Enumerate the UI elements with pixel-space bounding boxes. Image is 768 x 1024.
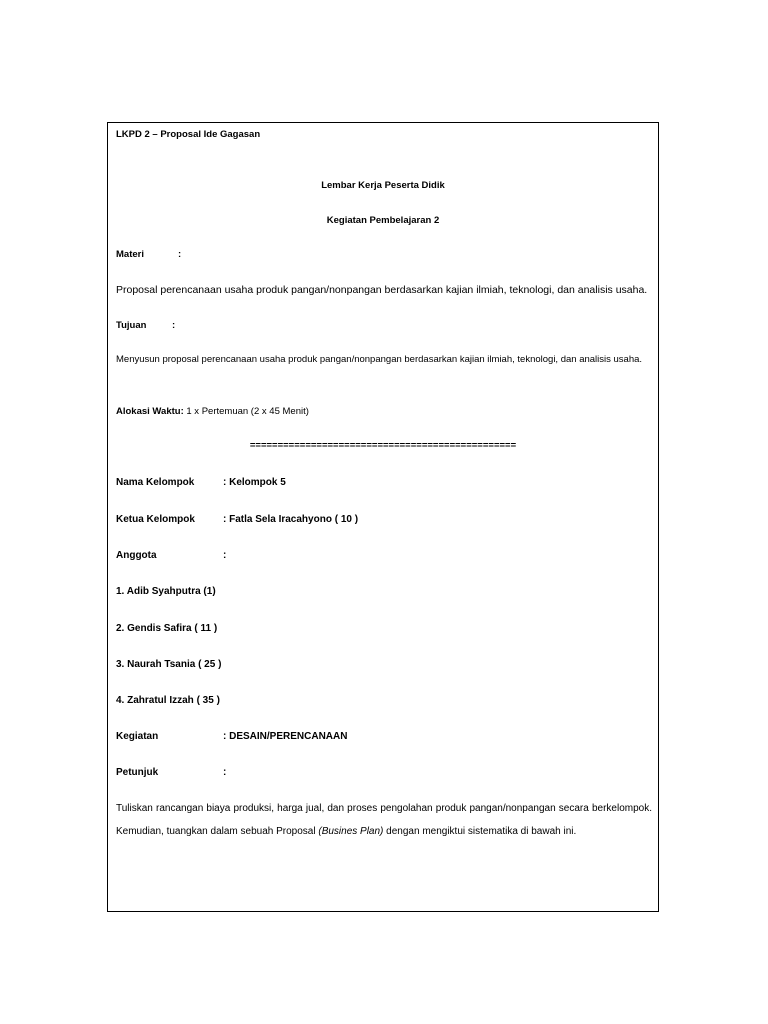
member-item: 2. Gendis Safira ( 11 ) bbox=[116, 623, 218, 634]
member-item: 4. Zahratul Izzah ( 35 ) bbox=[116, 695, 220, 706]
document-title: Lembar Kerja Peserta Didik bbox=[321, 180, 445, 191]
member-item: 1. Adib Syahputra (1) bbox=[116, 586, 216, 597]
member-item: 3. Naurah Tsania ( 25 ) bbox=[116, 659, 222, 670]
worksheet-document bbox=[107, 122, 659, 912]
kegiatan-value: : DESAIN/PERENCANAAN bbox=[223, 731, 348, 742]
petunjuk-colon: : bbox=[223, 767, 227, 778]
nama-kelompok-label: Nama Kelompok bbox=[116, 477, 195, 488]
petunjuk-text-italic: (Busines Plan) bbox=[318, 825, 384, 837]
materi-text: Proposal perencanaan usaha produk pangan/nonpangan berdasarkan kajian ilmiah, teknologi, dan analisis usaha. bbox=[116, 284, 648, 296]
document-label: LKPD 2 – Proposal Ide Gagasan bbox=[116, 129, 261, 140]
materi-label: Materi bbox=[116, 249, 144, 260]
anggota-colon: : bbox=[223, 550, 227, 561]
petunjuk-paragraph bbox=[116, 798, 652, 843]
anggota-label: Anggota bbox=[116, 550, 157, 561]
petunjuk-text-part1: Tuliskan rancangan biaya produksi, harga jual, dan proses pengolahan produk pangan/nonpangan secara berkelompok. Kemudian, tuangkan dalam sebuah Proposal bbox=[116, 803, 652, 837]
alokasi-waktu bbox=[116, 407, 309, 417]
ketua-kelompok-label: Ketua Kelompok bbox=[116, 514, 195, 525]
alokasi-value: 1 x Pertemuan (2 x 45 Menit) bbox=[183, 406, 309, 417]
separator-line: ================================================ bbox=[249, 440, 517, 451]
petunjuk-text-part2: dengan mengiktui sistematika di bawah ini. bbox=[383, 825, 577, 837]
petunjuk-label: Petunjuk bbox=[116, 767, 159, 778]
kegiatan-label: Kegiatan bbox=[116, 731, 159, 742]
materi-colon: : bbox=[178, 249, 182, 260]
document-subtitle: Kegiatan Pembelajaran 2 bbox=[326, 215, 440, 226]
tujuan-colon: : bbox=[172, 320, 176, 331]
alokasi-label: Alokasi Waktu: bbox=[116, 406, 184, 417]
nama-kelompok-value: : Kelompok 5 bbox=[223, 477, 286, 488]
tujuan-label: Tujuan bbox=[116, 320, 147, 331]
ketua-kelompok-value: : Fatla Sela Iracahyono ( 10 ) bbox=[223, 514, 359, 525]
tujuan-text: Menyusun proposal perencanaan usaha produk pangan/nonpangan berdasarkan kajian ilmiah, teknologi, dan analisis usaha. bbox=[116, 354, 643, 365]
